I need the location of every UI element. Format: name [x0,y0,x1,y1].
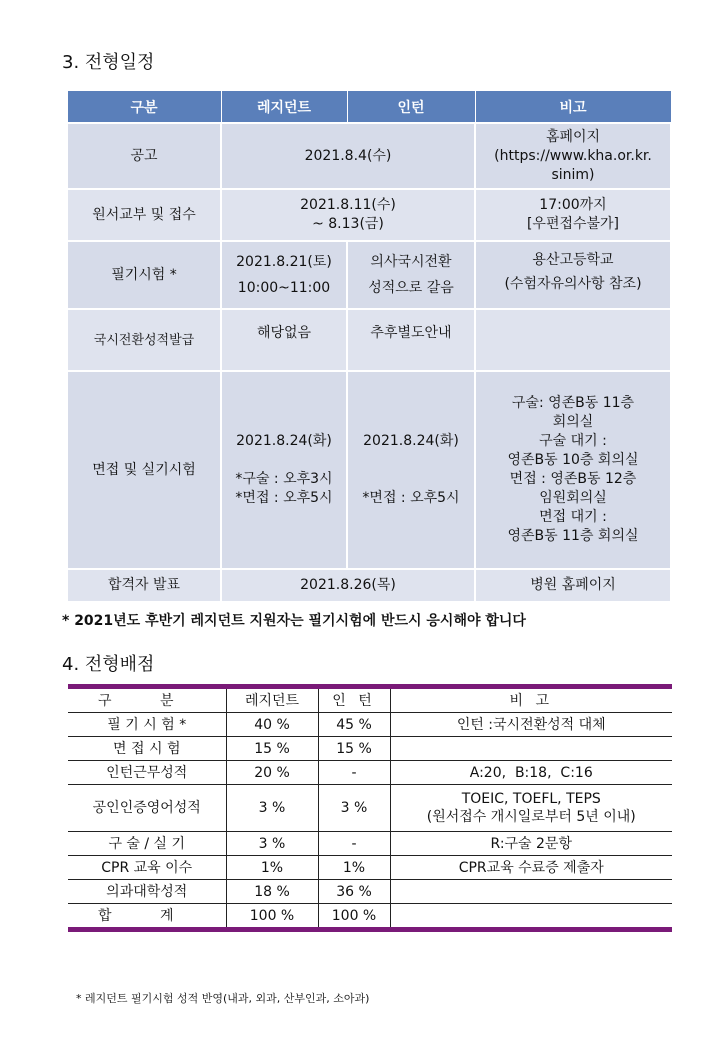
scoring-note: CPR교육 수료증 제출자 [390,856,672,880]
application-date: 2021.8.11(수) ~ 8.13(금) [221,189,475,241]
scoring-note: A:20, B:18, C:16 [390,761,672,785]
written-resident: 2021.8.21(토) 10:00~11:00 [221,241,347,309]
scoring-note [390,904,672,928]
schedule-row-written [67,241,671,309]
header-intern: 인 턴 [318,689,390,713]
scoring-resident: 100 % [226,904,318,928]
scoring-resident: 40 % [226,713,318,737]
conversion-resident: 해당없음 [221,309,347,371]
header-intern: 인턴 [347,91,475,124]
result-date: 2021.8.26(목) [221,569,475,602]
scoring-item: 공인인증영어성적 [68,785,226,832]
row-label: 공고 [67,123,221,189]
interview-note: 구술: 영존B동 11층 회의실 구술 대기 : 영존B동 10층 회의실 면접 : 영존B동 12층 임원회의실 면접 대기 : 영존B동 11층 회의실 [475,371,671,569]
scoring-intern: 100 % [318,904,390,928]
schedule-table [66,90,672,603]
header-note: 비 고 [390,689,672,713]
schedule-row-result [67,569,671,602]
section-4-title: 4. 전형배점 [62,654,155,675]
scoring-item: 구 술 / 실 기 [68,832,226,856]
announcement-date: 2021.8.4(수) [221,123,475,189]
scoring-intern: 45 % [318,713,390,737]
scoring-resident: 20 % [226,761,318,785]
written-intern: 의사국시전환 성적으로 갈음 [347,241,475,309]
application-note: 17:00까지 [우편접수불가] [475,189,671,241]
schedule-footnote: * 2021년도 후반기 레지던트 지원자는 필기시험에 반드시 응시해야 합니다 [62,613,526,629]
conversion-note [475,309,671,371]
row-label: 면접 및 실기시험 [67,371,221,569]
scoring-total-row [68,904,672,928]
scoring-table [68,689,672,927]
scoring-note [390,737,672,761]
scoring-resident: 3 % [226,832,318,856]
scoring-row [68,761,672,785]
scoring-item: 면 접 시 험 [68,737,226,761]
scoring-row [68,856,672,880]
interview-intern: 2021.8.24(화) *면접 : 오후5시 [347,371,475,569]
schedule-row-conversion [67,309,671,371]
scoring-resident: 15 % [226,737,318,761]
schedule-row-interview [67,371,671,569]
scoring-item: CPR 교육 이수 [68,856,226,880]
schedule-row-application [67,189,671,241]
result-note: 병원 홈페이지 [475,569,671,602]
scoring-note: TOEIC, TOEFL, TEPS (원서접수 개시일로부터 5년 이내) [390,785,672,832]
scoring-row [68,880,672,904]
row-label: 원서교부 및 접수 [67,189,221,241]
scoring-intern: 15 % [318,737,390,761]
scoring-row [68,737,672,761]
header-resident: 레지던트 [221,91,347,124]
schedule-row-announcement [67,123,671,189]
schedule-header-row [67,91,671,124]
scoring-item: 합 계 [68,904,226,928]
interview-resident: 2021.8.24(화) *구술 : 오후3시 *면접 : 오후5시 [221,371,347,569]
scoring-header-row [68,689,672,713]
header-resident: 레지던트 [226,689,318,713]
scoring-resident: 3 % [226,785,318,832]
scoring-resident: 18 % [226,880,318,904]
scoring-table-frame [68,684,672,932]
scoring-intern: 1% [318,856,390,880]
scoring-intern: - [318,761,390,785]
scoring-footnote: * 레지던트 필기시험 성적 반영(내과, 외과, 산부인과, 소아과) [76,992,370,1005]
scoring-item: 의과대학성적 [68,880,226,904]
scoring-resident: 1% [226,856,318,880]
conversion-intern: 추후별도안내 [347,309,475,371]
row-label: 국시전환성적발급 [67,309,221,371]
header-category: 구분 [67,91,221,124]
scoring-intern: 36 % [318,880,390,904]
header-note: 비고 [475,91,671,124]
written-note: 용산고등학교 (수험자유의사항 참조) [475,241,671,309]
scoring-note [390,880,672,904]
row-label: 합격자 발표 [67,569,221,602]
scoring-row [68,785,672,832]
scoring-item: 필 기 시 험 * [68,713,226,737]
scoring-row [68,832,672,856]
header-category: 구 분 [68,689,226,713]
announcement-note: 홈페이지 (https://www.kha.or.kr. sinim) [475,123,671,189]
section-3-title: 3. 전형일정 [62,52,155,73]
scoring-item: 인턴근무성적 [68,761,226,785]
scoring-intern: - [318,832,390,856]
row-label: 필기시험 * [67,241,221,309]
scoring-intern: 3 % [318,785,390,832]
scoring-note: 인턴 :국시전환성적 대체 [390,713,672,737]
scoring-note: R:구술 2문항 [390,832,672,856]
scoring-row [68,713,672,737]
